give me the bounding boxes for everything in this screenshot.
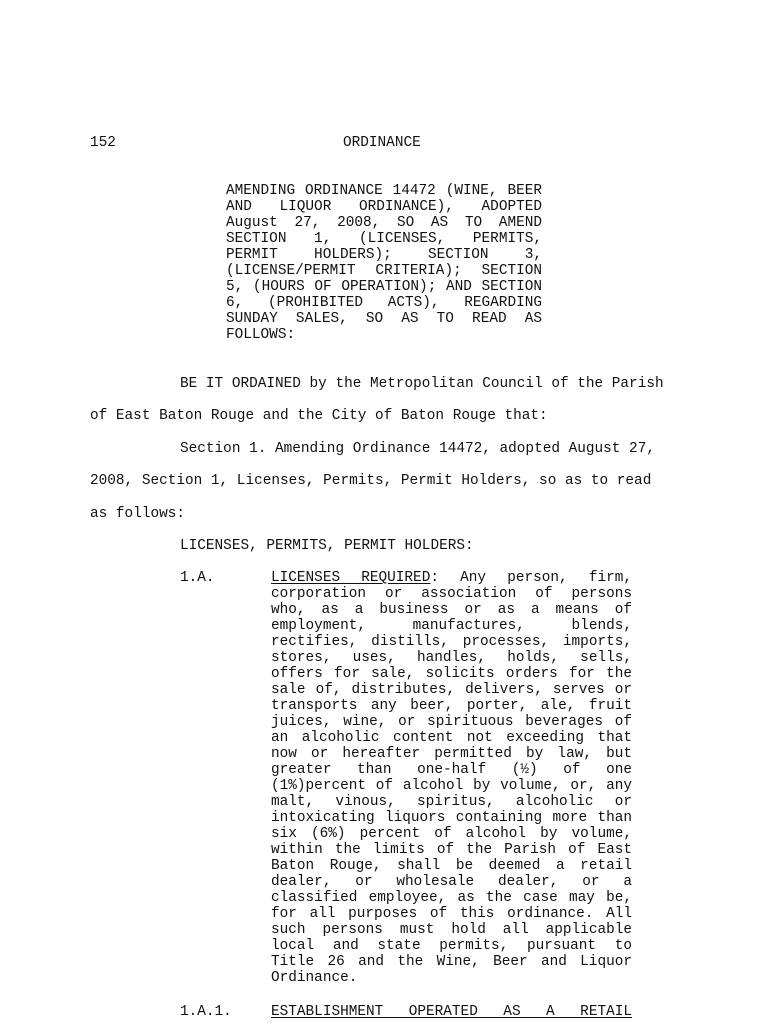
- item-line: six (6%) percent of alcohol by volume,: [271, 826, 632, 842]
- item-line: rectifies, distills, processes, imports,: [271, 634, 632, 650]
- caption-line: August 27, 2008, SO AS TO AMEND: [226, 215, 542, 231]
- caption-line: (LICENSE/PERMIT CRITERIA); SECTION: [226, 263, 542, 279]
- item-line: greater than one-half (½) of one: [271, 762, 632, 778]
- item-line: an alcoholic content not exceeding that: [271, 730, 632, 746]
- item-line: intoxicating liquors containing more than: [271, 810, 632, 826]
- item-line: employment, manufactures, blends,: [271, 618, 632, 634]
- body-line: as follows:: [90, 505, 185, 522]
- item-line: corporation or association of persons: [271, 586, 632, 602]
- item-line: now or hereafter permitted by law, but: [271, 746, 632, 762]
- item-line: within the limits of the Parish of East: [271, 842, 632, 858]
- body-line: of East Baton Rouge and the City of Baton Rouge that:: [90, 408, 548, 425]
- item-line: transports any beer, porter, ale, fruit: [271, 698, 632, 714]
- item-line: malt, vinous, spiritus, alcoholic or: [271, 794, 632, 810]
- body-line: 2008, Section 1, Licenses, Permits, Permit Holders, so as to read: [90, 473, 652, 490]
- body-line: BE IT ORDAINED by the Metropolitan Council of the Parish: [180, 376, 664, 392]
- caption-line: AND LIQUOR ORDINANCE), ADOPTED: [226, 199, 542, 215]
- section-heading: LICENSES, PERMITS, PERMIT HOLDERS:: [180, 538, 474, 554]
- item-1a1-text: [271, 1004, 632, 1020]
- item-number-1a: 1.A.: [180, 570, 215, 586]
- item-line: sale of, distributes, delivers, serves or: [271, 682, 632, 698]
- caption-line: 6, (PROHIBITED ACTS), REGARDING: [226, 295, 542, 311]
- running-title: ORDINANCE: [343, 135, 421, 151]
- item-1a-title: LICENSES REQUIRED: [271, 570, 431, 586]
- item-line: Baton Rouge, shall be deemed a retail: [271, 858, 632, 874]
- item-line: for all purposes of this ordinance. All: [271, 906, 632, 922]
- caption-line: SUNDAY SALES, SO AS TO READ AS: [226, 311, 542, 327]
- item-1a1-title: ESTABLISHMENT OPERATED AS A RETAIL: [271, 1004, 632, 1020]
- item-line: who, as a business or as a means of: [271, 602, 632, 618]
- item-line: stores, uses, handles, holds, sells,: [271, 650, 632, 666]
- item-line: classified employee, as the case may be,: [271, 890, 632, 906]
- ordinance-caption: [226, 183, 542, 343]
- caption-line: FOLLOWS:: [226, 327, 296, 343]
- caption-line: PERMIT HOLDERS); SECTION 3,: [226, 247, 542, 263]
- item-number-1a1: 1.A.1.: [180, 1004, 232, 1020]
- item-1a-first-line: LICENSES REQUIRED: Any person, firm,: [271, 570, 632, 586]
- item-line: dealer, or wholesale dealer, or a: [271, 874, 632, 890]
- item-line: Title 26 and the Wine, Beer and Liquor: [271, 954, 632, 970]
- caption-line: SECTION 1, (LICENSES, PERMITS,: [226, 231, 542, 247]
- page-number: 152: [90, 135, 116, 151]
- item-line: juices, wine, or spirituous beverages of: [271, 714, 632, 730]
- ordaining-paragraph: [90, 368, 678, 530]
- item-line: Ordinance.: [271, 970, 358, 986]
- item-line: local and state permits, pursuant to: [271, 938, 632, 954]
- item-line: such persons must hold all applicable: [271, 922, 632, 938]
- item-1a-text: [271, 570, 632, 986]
- item-line: offers for sale, solicits orders for the: [271, 666, 632, 682]
- caption-line: AMENDING ORDINANCE 14472 (WINE, BEER: [226, 183, 542, 199]
- caption-line: 5, (HOURS OF OPERATION); AND SECTION: [226, 279, 542, 295]
- body-line: Section 1. Amending Ordinance 14472, adopted August 27,: [180, 440, 655, 457]
- item-line: (1%)percent of alcohol by volume, or, any: [271, 778, 632, 794]
